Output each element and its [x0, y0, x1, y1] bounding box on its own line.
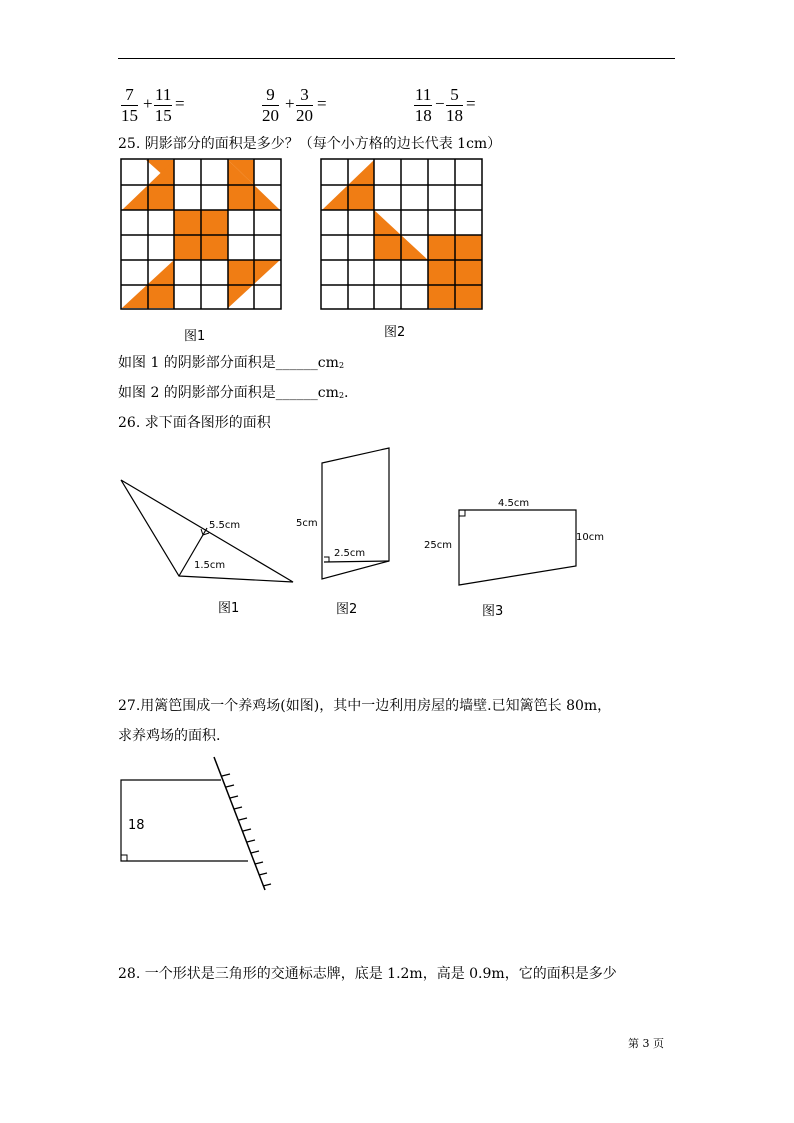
- trapezoid-right-label: 10cm: [576, 532, 604, 543]
- answer-2-period: .: [344, 385, 349, 401]
- q26-parallelogram-figure: [318, 445, 392, 585]
- grid-lines: [121, 159, 281, 309]
- answer-1-text: 如图 1 的阴影部分面积是______cm: [118, 355, 339, 371]
- q26-fig1-caption: 图1: [218, 601, 240, 616]
- answer-2-text: 如图 2 的阴影部分面积是______cm: [118, 385, 339, 401]
- fraction-7-15: 7 15: [121, 85, 138, 125]
- q25-grid-figure-2: [320, 158, 484, 310]
- fraction-11-18: 11 18: [414, 85, 432, 125]
- q25-title: 25. 阴影部分的面积是多少？（每个小方格的边长代表 1cm）: [118, 136, 502, 152]
- q25-fig2-caption: 图2: [384, 325, 406, 340]
- fraction-5-18: 5 18: [446, 85, 463, 125]
- q27-line-1: 27.用篱笆围成一个养鸡场(如图)，其中一边利用房屋的墙壁.已知篱笆长 80m，: [118, 698, 612, 714]
- plus-operator: +: [143, 94, 153, 113]
- equals-sign: =: [466, 94, 476, 113]
- triangle-base-label: 1.5cm: [194, 560, 226, 571]
- fraction-11-15: 11 15: [154, 85, 172, 125]
- triangle-hypotenuse-label: 5.5cm: [209, 520, 241, 531]
- unit-superscript: 2: [338, 361, 345, 370]
- plus-operator: +: [285, 94, 295, 113]
- q25-fig1-caption: 图1: [184, 329, 206, 344]
- fraction-3-20: 3 20: [296, 85, 313, 125]
- q26-title: 26. 求下面各图形的面积: [118, 415, 271, 431]
- parallelogram-side-label: 5cm: [296, 518, 318, 529]
- trapezoid-top-label: 4.5cm: [498, 498, 530, 509]
- farm-side-label: 18: [128, 818, 145, 833]
- q26-triangle-figure: [118, 478, 300, 588]
- fraction-9-20: 9 20: [262, 85, 279, 125]
- q28-text: 28. 一个形状是三角形的交通标志牌，底是 1.2m，高是 0.9m，它的面积是多少: [118, 966, 617, 982]
- q26-trapezoid-figure: [456, 508, 580, 588]
- q26-fig2-caption: 图2: [336, 602, 358, 617]
- trapezoid-left-label: 25cm: [424, 540, 452, 551]
- minus-operator: −: [435, 94, 445, 113]
- equals-sign: =: [175, 94, 185, 113]
- parallelogram-base-label: 2.5cm: [334, 548, 366, 559]
- q26-fig3-caption: 图3: [482, 604, 504, 619]
- wall-hatching: [222, 774, 271, 886]
- q25-answer-1: [118, 352, 344, 372]
- page-number: 第 3 页: [628, 1037, 664, 1050]
- unit-superscript: 2: [338, 391, 345, 400]
- q25-grid-figure-1: [120, 158, 282, 310]
- header-rule: [118, 58, 675, 59]
- q27-line-2: 求养鸡场的面积.: [118, 728, 221, 744]
- q25-answer-2: [118, 382, 348, 402]
- equals-sign: =: [317, 94, 327, 113]
